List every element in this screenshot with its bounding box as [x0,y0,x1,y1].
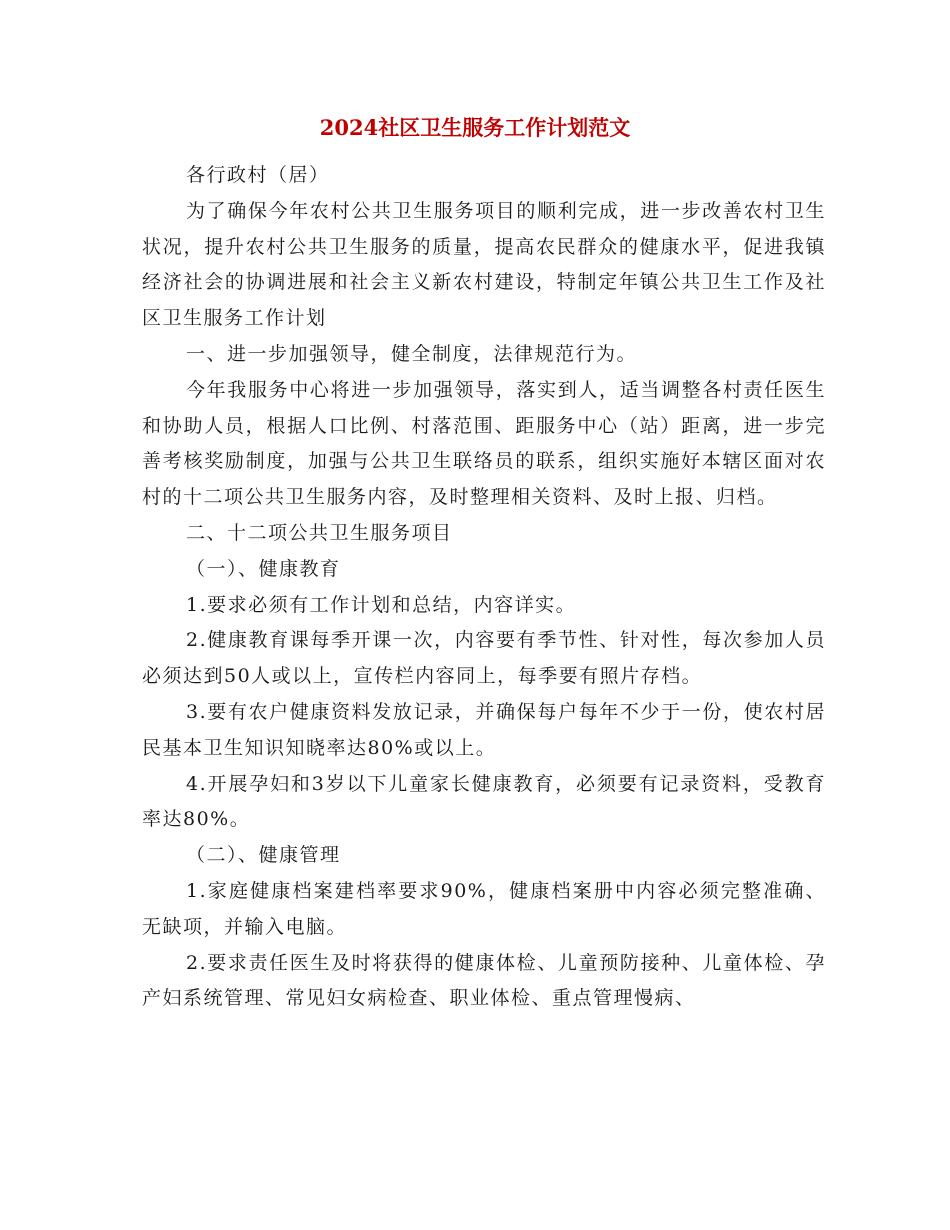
list-item: 2.健康教育课每季开课一次，内容要有季节性、针对性，每次参加人员必须达到50人或以上，宣传栏内容同上，每季要有照片存档。 [142,629,826,688]
subsection-heading-health-management: （二）、健康管理 [186,844,341,867]
section-heading-1: 一、进一步加强领导，健全制度，法律规范行为。 [186,342,638,365]
list-item: 4.开展孕妇和3岁以下儿童家长健康教育，必须要有记录资料，受教育率达80%。 [142,772,826,831]
section-heading-2: 二、十二项公共卫生服务项目 [186,521,453,544]
section-1-paragraph: 今年我服务中心将进一步加强领导，落实到人，适当调整各村责任医生和协助人员，根据人口比例、村落范围、距服务中心（站）距离，进一步完善考核奖励制度，加强与公共卫生联络员的联系，组织实施好本辖区面对农村的十二项公共卫生服务内容，及时整理相关资料、及时上报、归档。 [142,378,826,509]
document-title: 2024社区卫生服务工作计划范文 [319,115,631,140]
list-item: 2.要求责任医生及时将获得的健康体检、儿童预防接种、儿童体检、孕产妇系统管理、常见妇女病检查、职业体检、重点管理慢病、 [142,951,826,1010]
list-item: 1.家庭健康档案建档率要求90%，健康档案册中内容必须完整准确、无缺项，并输入电脑。 [142,879,826,938]
list-item: 1.要求必须有工作计划和总结，内容详实。 [186,593,577,616]
list-item: 3.要有农户健康资料发放记录，并确保每户每年不少于一份，使农村居民基本卫生知识知晓率达80%或以上。 [142,700,826,759]
subsection-heading-health-education: （一）、健康教育 [186,557,341,580]
salutation: 各行政村（居） [186,164,330,186]
document-body [142,158,826,1017]
intro-paragraph: 为了确保今年农村公共卫生服务项目的顺利完成，进一步改善农村卫生状况，提升农村公共卫生服务的质量，提高农民群众的健康水平，促进我镇经济社会的协调进展和社会主义新农村建设，特制定年镇公共卫生工作及社区卫生服务工作计划 [142,199,826,330]
